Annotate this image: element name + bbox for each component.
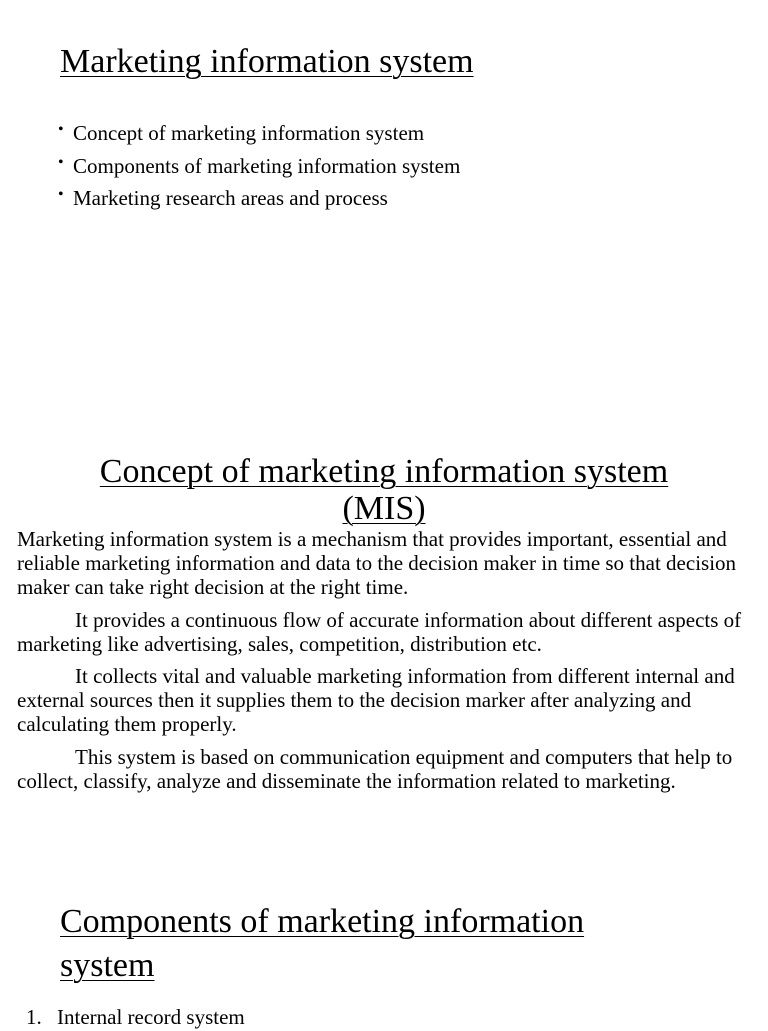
- title-line: Concept of marketing information system: [99, 453, 669, 490]
- paragraph-text: Marketing information system is a mechanism that provides important, essential and reliable marketing information and data to the decision maker in time so that decision maker can take right decision at the right time.: [17, 527, 737, 600]
- bullet-item: • Marketing research areas and process: [58, 182, 460, 215]
- list-item-text: Internal record system: [57, 1005, 245, 1029]
- mis-concept-body: [17, 527, 757, 801]
- paragraph: [17, 527, 757, 600]
- title-line: system: [60, 947, 155, 984]
- paragraph-text: It provides a continuous flow of accurate information about different aspects of marketing like advertising, sales, competition, distribution etc.: [17, 607, 742, 656]
- title-line: (MIS): [342, 490, 426, 527]
- topics-bullet-list: [58, 117, 460, 215]
- list-item: [26, 1003, 245, 1031]
- components-numbered-list: [26, 1003, 245, 1031]
- paragraph: [17, 664, 757, 737]
- paragraph: [17, 745, 757, 793]
- bullet-item: • Components of marketing information system: [58, 150, 460, 183]
- paragraph-text: This system is based on communication equipment and computers that help to collect, classify, analyze and disseminate the information related to marketing.: [17, 744, 733, 793]
- paragraph: [17, 608, 757, 656]
- title-line: Components of marketing information: [60, 903, 585, 940]
- list-item-number: 1.: [26, 1005, 42, 1029]
- slide-title-components-of-mis: [60, 900, 584, 988]
- paragraph-text: It collects vital and valuable marketing information from different internal and external sources then it supplies them to the decision marker after analyzing and calculating them properly.: [17, 664, 735, 737]
- bullet-item: • Concept of marketing information system: [58, 117, 460, 150]
- slide-title-concept-of-mis: [0, 453, 768, 527]
- slide-title-marketing-information-system: Marketing information system: [60, 43, 474, 80]
